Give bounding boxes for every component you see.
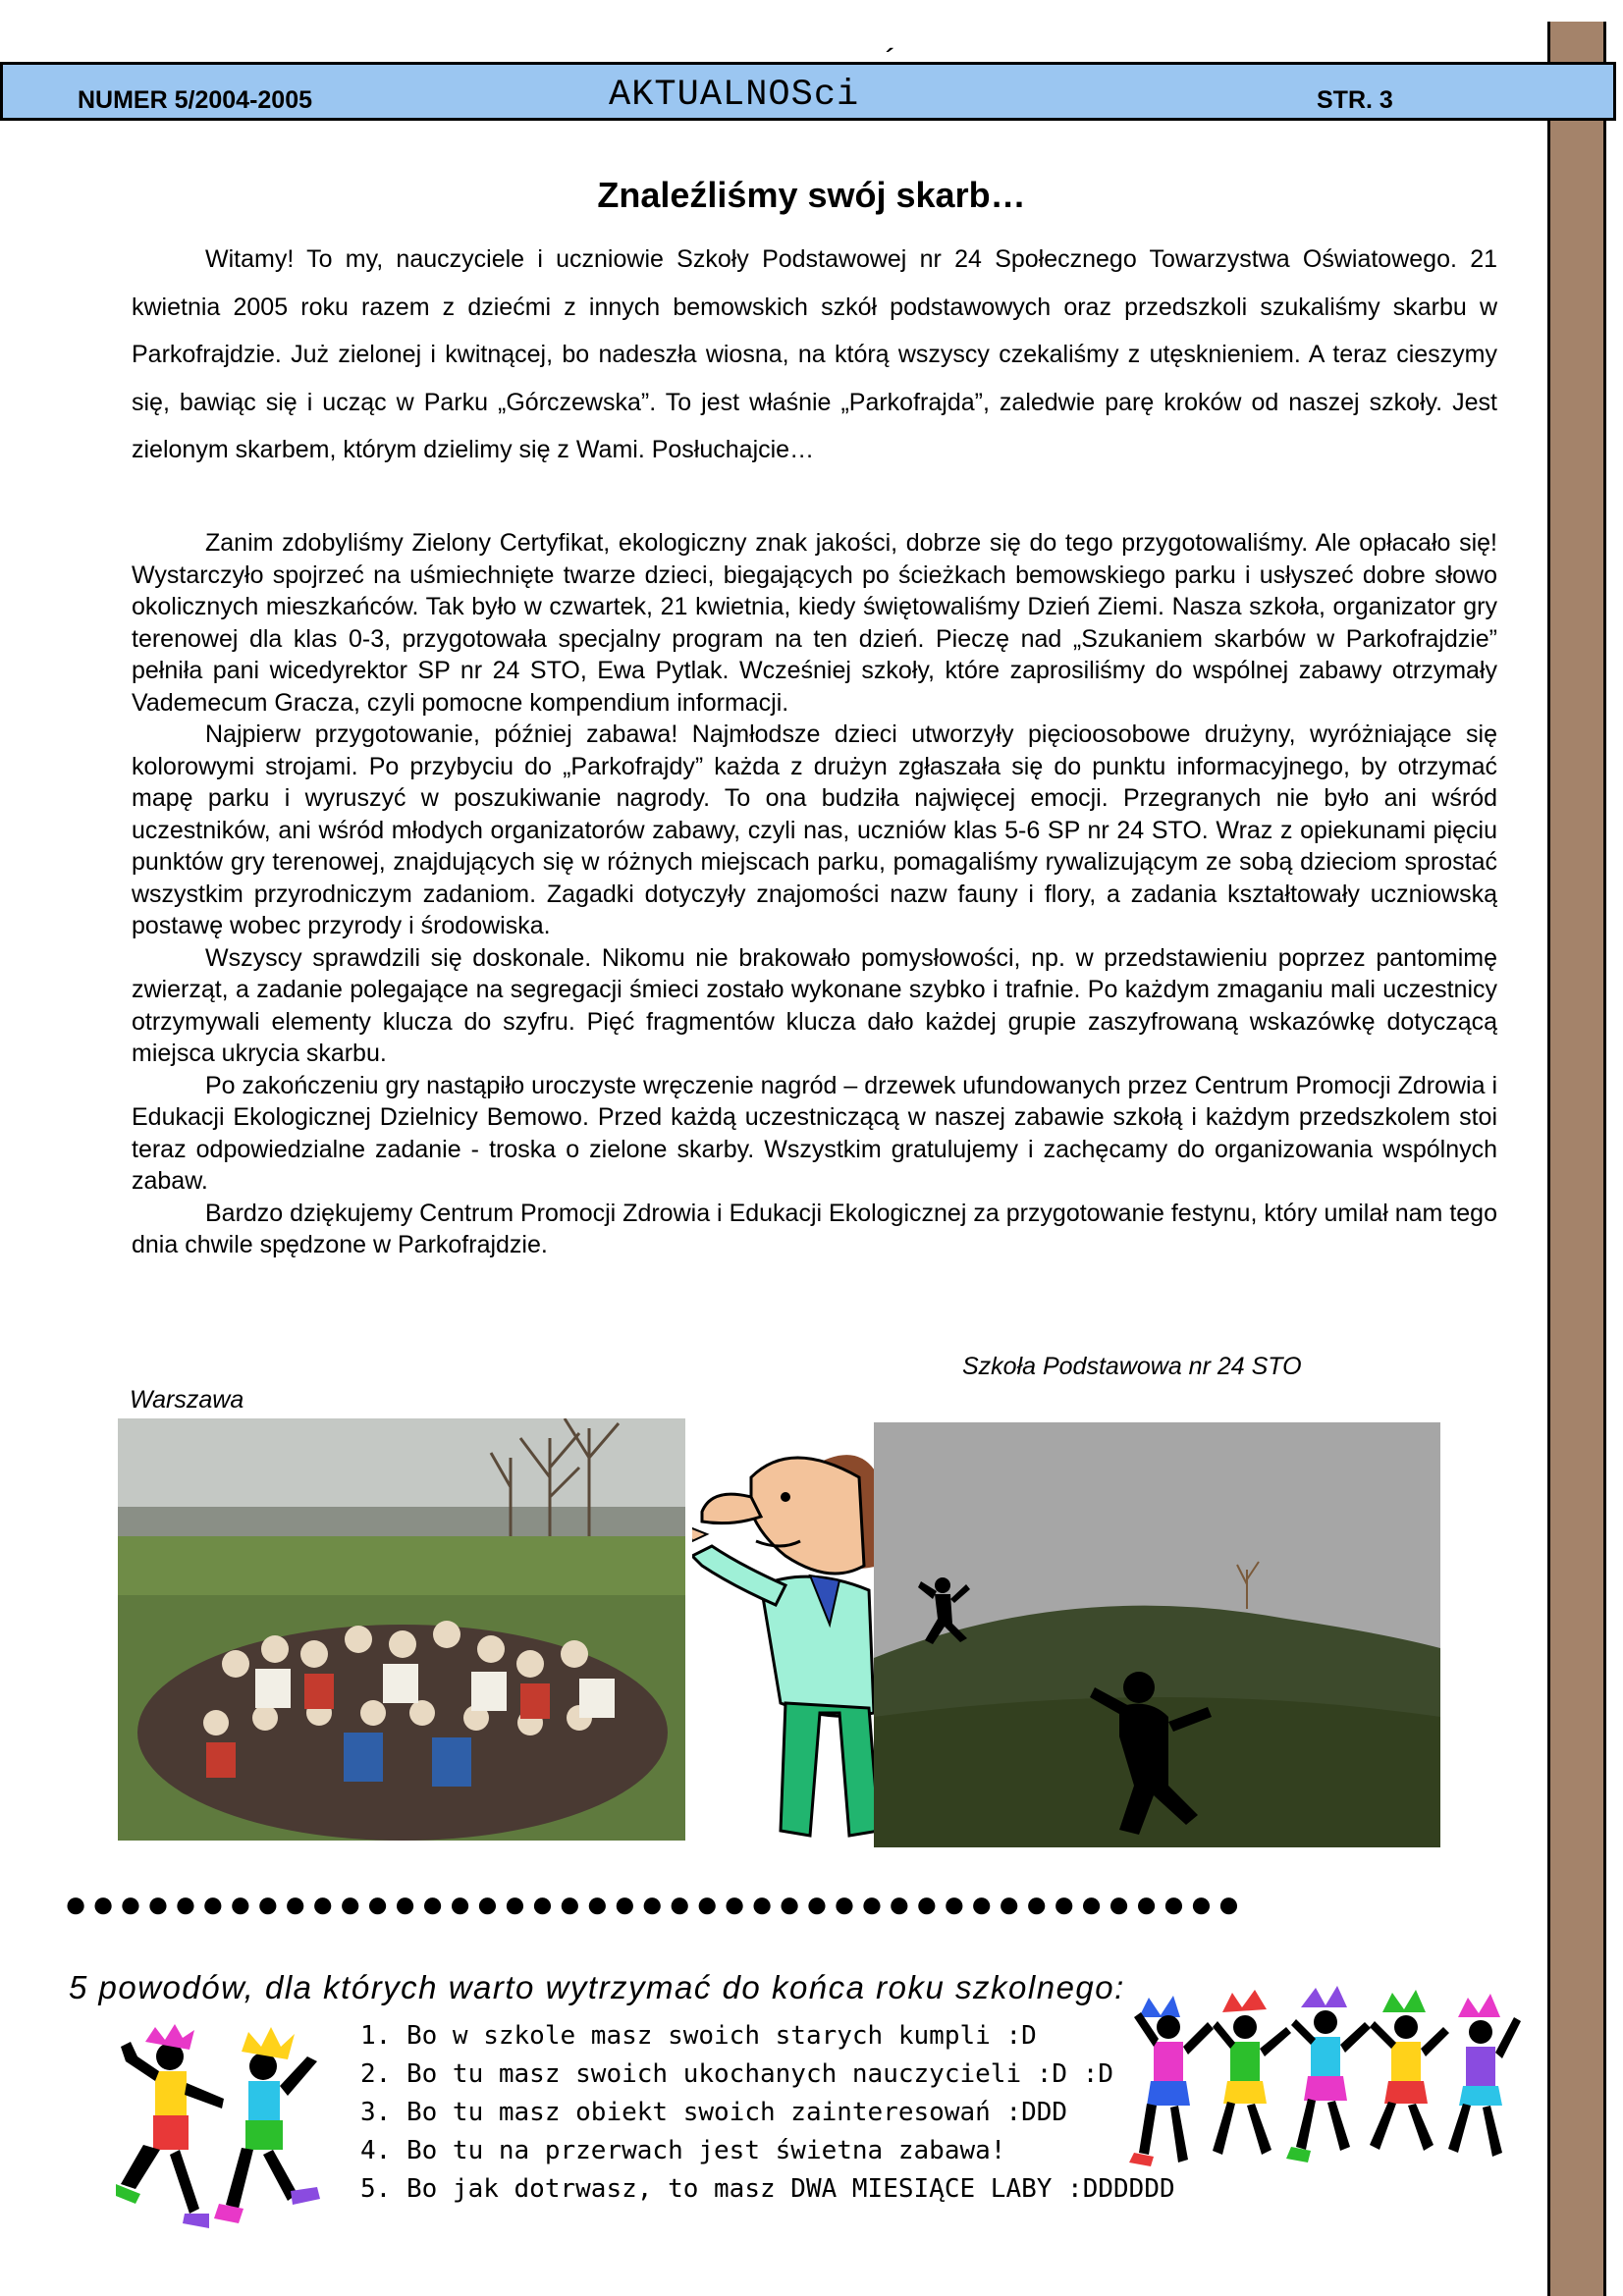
signature-city: Warszawa <box>130 1386 244 1414</box>
dancing-figures-illustration <box>116 2022 342 2253</box>
body-paragraph: Wszyscy sprawdzili się doskonale. Nikomu nie brakowało pomysłowości, np. w przedstawieniu poprzez pantomimę zwierząt, a zadanie polegające na segregacji śmieci zostało wykonane szybko i trafnie. Po każdym zmaganiu mali uczestnicy otrzymywali elementy klucza do szyfru. Pięć fragmentów klucza dało każdej grupie zaszyfrowaną wskazówkę dotyczącą miejsca ukrycia skarbu. <box>132 943 1497 1067</box>
reason-item: 2. Bo tu masz swoich ukochanych nauczycieli :D :D <box>360 2059 1114 2089</box>
section-title <box>609 45 901 116</box>
page-side-bar <box>1547 22 1606 2296</box>
signature-school: Szkoła Podstawowa nr 24 STO <box>962 1353 1302 1380</box>
lead-paragraph: Witamy! To my, nauczyciele i uczniowie Szkoły Podstawowej nr 24 Społecznego Towarzystwa Oświatowego. 21 kwietnia 2005 roku razem z dziećmi z innych bemowskich szkół podstawowych oraz przedszkoli szukaliśmy skarbu w Parkofrajdzie. Już zielonej i kwitnącej, bo nadeszła wiosna, na którą wszyscy czekaliśmy z utęsknieniem. A teraz cieszymy się, bawiąc się i ucząc w Parku „Górczewska”. To jest właśnie „Parkofrajda”, zaledwie parę kroków od naszej szkoły. Jest zielonym skarbem, którym dzielimy się z Wami. Posłuchajcie… <box>132 245 1497 463</box>
body-paragraph: Bardzo dziękujemy Centrum Promocji Zdrowia i Edukacji Ekologicznej za przygotowanie festynu, który umilał nam tego dnia chwile spędzone w Parkofrajdzie. <box>132 1199 1497 1258</box>
dancing-figures-illustration <box>1129 1978 1522 2179</box>
article-body <box>132 527 1497 1261</box>
section-divider: ●●●●●●●●●●●●●●●●●●●●●●●●●●●●●●●●●●●●●●●●●●● <box>64 1883 1245 1926</box>
reasons-list <box>360 2017 1175 2209</box>
section-title-accent: ´ <box>880 45 901 82</box>
article-title: Znaleźliśmy swój skarb… <box>597 175 1026 215</box>
page-header <box>0 45 1616 121</box>
body-paragraph: Najpierw przygotowanie, później zabawa! Najmłodsze dzieci utworzyły pięcioosobowe drużyny, wyróżniające się kolorowymi strojami. Po przybyciu do „Parkofrajdy” każda z drużyn zgłaszała się do punktu informacyjnego, by otrzymać mapę parku i wyruszyć w poszukiwanie nagrody. To ona budziła najwięcej emocji. Przegranych nie było ani wśród uczestników, ani wśród młodych organizatorów zabawy, czyli nas, uczniów klas 5-6 SP nr 24 STO. Wraz z opiekunami pięciu punktów gry terenowej, znajdujących się w różnych miejscach parku, pomagaliśmy rywalizującym ze sobą dzieciom sprostać wszystkim przyrodniczym zadaniom. Zagadki dotyczyły znajomości nazw fauny i flory, a zadania kształtowały uczniowską postawę wobec przyrody i środowiska. <box>132 721 1497 939</box>
article-lead <box>132 236 1497 474</box>
reason-item: 4. Bo tu na przerwach jest świetna zabawa! <box>360 2136 1006 2165</box>
issue-number: NUMER 5/2004-2005 <box>78 86 313 114</box>
reason-item: 5. Bo jak dotrwasz, to masz DWA MIESIĄCE LABY :DDDDDD <box>360 2174 1175 2204</box>
reason-item: 3. Bo tu masz obiekt swoich zainteresowań :DDD <box>360 2098 1068 2127</box>
body-paragraph: Po zakończeniu gry nastąpiło uroczyste wręczenie nagród – drzewek ufundowanych przez Centrum Promocji Zdrowia i Edukacji Ekologicznej Dzielnicy Bemowo. Przed każdą uczestniczącą w naszej zabawie szkołą i każdym przedszkolem stoi teraz odpowiedzialne zadanie - troska o zielone skarby. Wszystkim gratulujemy i zachęcamy do organizowania wspólnych zabaw. <box>132 1071 1497 1195</box>
reasons-title: 5 powodów, dla których warto wytrzymać do końca roku szkolnego: <box>69 1969 1125 2005</box>
reason-item: 1. Bo w szkole masz swoich starych kumpli :D <box>360 2021 1037 2051</box>
children-group-photo <box>118 1418 685 1841</box>
page-number: STR. 3 <box>1317 86 1393 114</box>
body-paragraph: Zanim zdobyliśmy Zielony Certyfikat, ekologiczny znak jakości, dobrze się do tego przygotowaliśmy. Ale opłacało się! Wystarczyło spojrzeć na uśmiechnięte twarze dzieci, biegających po ścieżkach bemowskiego parku i usłyszeć dobre słowo okolicznych mieszkańców. Tak było w czwartek, 21 kwietnia, kiedy świętowaliśmy Dzień Ziemi. Nasza szkoła, organizator gry terenowej dla klas 0-3, przygotowała specjalny program na ten dzień. Pieczę nad „Szukaniem skarbów w Parkofrajdzie” pełniła pani wicedyrektor SP nr 24 STO, Ewa Pytlak. Wcześniej szkoły, które zaprosiliśmy do wspólnej zabawy otrzymały Vademecum Gracza, czyli pomocne kompendium informacji. <box>132 529 1497 717</box>
section-title-text: AKTUALNOSci <box>609 75 860 116</box>
pointing-man-illustration <box>692 1418 889 1845</box>
hill-photo <box>874 1422 1440 1847</box>
